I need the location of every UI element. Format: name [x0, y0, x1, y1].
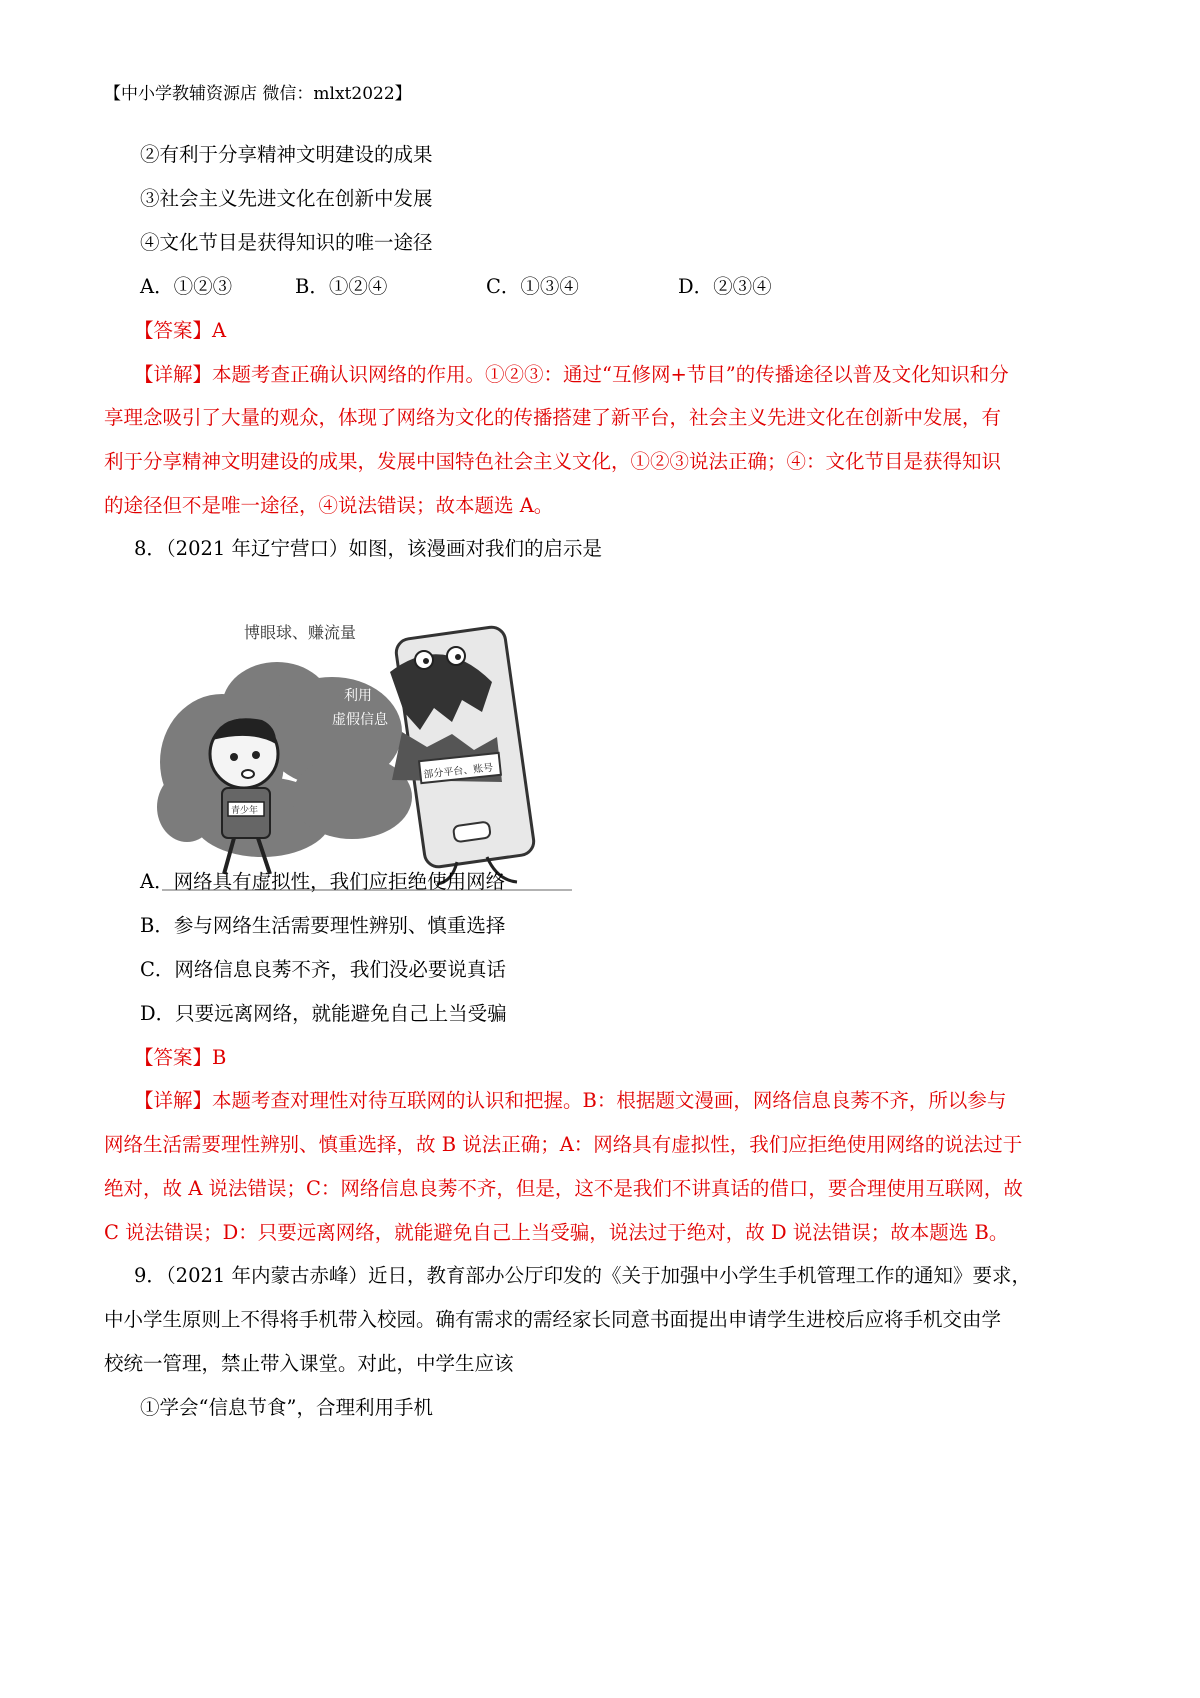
q9-stem-line: 校统一管理，禁止带入课堂。对此，中学生应该: [104, 1352, 514, 1375]
q9-stem-line: 中小学生原则上不得将手机带入校园。确有需求的需经家长同意书面提出申请学生进校后应将手机交由学: [104, 1308, 1002, 1331]
cartoon-label-false-info: 虚假信息: [332, 712, 388, 728]
q8-explanation-line: 网络生活需要理性辨别、慎重选择，故 B 说法正确；A：网络具有虚拟性，我们应拒绝使用网络的说法过于: [104, 1133, 1023, 1156]
q8-explanation-line: 【详解】本题考查对理性对待互联网的认识和把握。B：根据题文漫画，网络信息良莠不齐，所以参与: [134, 1089, 1007, 1112]
q8-option-d: D．只要远离网络，就能避免自己上当受骗: [140, 1002, 507, 1025]
q7-explanation-line: 【详解】本题考查正确认识网络的作用。①②③：通过“互修网+节目”的传播途径以普及文化知识和分: [134, 363, 1009, 386]
page-header: 【中小学教辅资源店 微信：mlxt2022】: [104, 84, 412, 104]
q8-option-c: C．网络信息良莠不齐，我们没必要说真话: [140, 958, 506, 981]
q8-explanation-line: C 说法错误；D：只要远离网络，就能避免自己上当受骗，说法过于绝对，故 D 说法错误；故本题选 B。: [104, 1221, 1009, 1244]
cartoon-label-platform: 部分平台、账号: [422, 762, 494, 781]
q8-option-b: B．参与网络生活需要理性辨别、慎重选择: [140, 914, 506, 937]
q7-option-c: C．①③④: [486, 275, 579, 298]
q8-option-a: A．网络具有虚拟性，我们应拒绝使用网络: [140, 870, 506, 893]
q7-item-3: ③社会主义先进文化在创新中发展: [140, 187, 433, 210]
cartoon-label-use: 利用: [344, 688, 372, 704]
q7-option-a: A．①②③: [140, 275, 233, 298]
q7-option-d: D．②③④: [678, 275, 772, 298]
q7-answer: 【答案】A: [134, 319, 227, 342]
q8-explanation-line: 绝对，故 A 说法错误；C：网络信息良莠不齐，但是，这不是我们不讲真话的借口，要合理使用互联网，故: [104, 1177, 1023, 1200]
q7-explanation-line: 的途径但不是唯一途径，④说法错误；故本题选 A。: [104, 494, 554, 517]
q7-option-b: B．①②④: [295, 275, 388, 298]
q7-explanation-line: 享理念吸引了大量的观众，体现了网络为文化的传播搭建了新平台，社会主义先进文化在创新中发展，有: [104, 406, 1002, 429]
q9-stem-line: 9．（2021 年内蒙古赤峰）近日，教育部办公厅印发的《关于加强中小学生手机管理工作的通知》要求，: [134, 1264, 1031, 1287]
q9-item-1: ①学会“信息节食”，合理利用手机: [140, 1396, 433, 1419]
cartoon-label-teen: 青少年: [231, 806, 259, 816]
q8-stem: 8．（2021 年辽宁营口）如图，该漫画对我们的启示是: [134, 537, 602, 560]
q7-item-4: ④文化节目是获得知识的唯一途径: [140, 231, 433, 254]
cartoon-caption: 博眼球、赚流量: [244, 623, 357, 642]
q8-answer: 【答案】B: [134, 1046, 227, 1069]
q7-explanation-line: 利于分享精神文明建设的成果，发展中国特色社会主义文化，①②③说法正确；④：文化节目是获得知识: [104, 450, 1002, 473]
q8-cartoon-image: [152, 612, 580, 906]
q7-item-2: ②有利于分享精神文明建设的成果: [140, 143, 433, 166]
